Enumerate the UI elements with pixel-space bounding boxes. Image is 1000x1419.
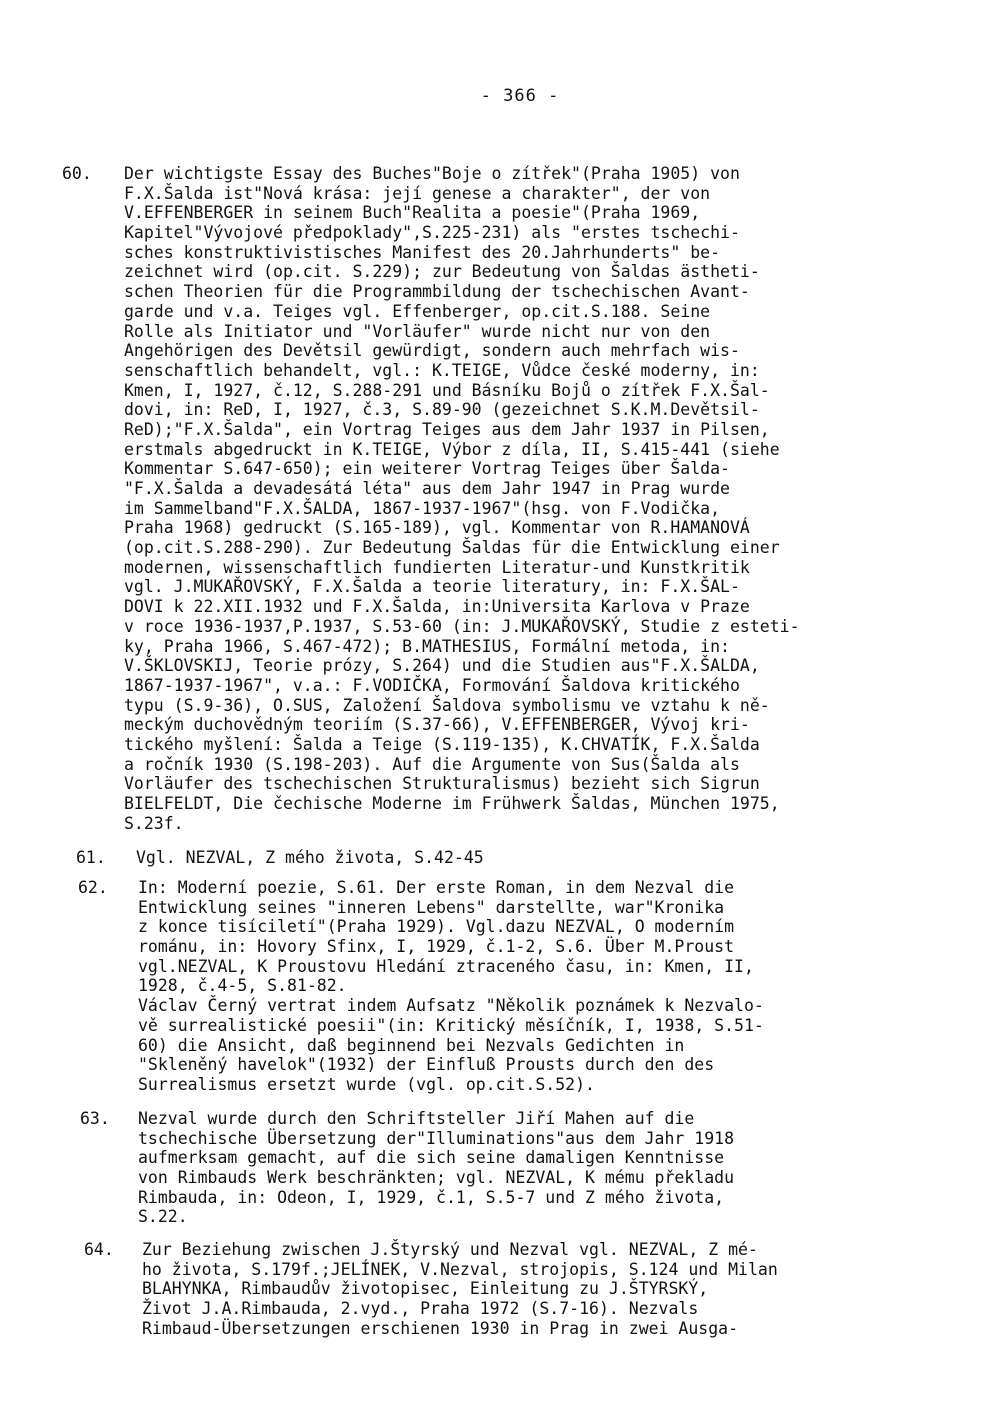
footnote-line: Der wichtigste Essay des Buches"Boje o zítřek"(Praha 1905) von bbox=[124, 164, 740, 183]
footnote-line: aufmerksam gemacht, auf die sich seine damaligen Kenntnisse bbox=[138, 1148, 725, 1168]
footnote-line: Praha 1968) gedruckt (S.165-189), vgl. Kommentar von R.HAMANOVÁ bbox=[124, 518, 750, 538]
footnote-line: vgl.NEZVAL, K Proustovu Hledání ztraceného času, in: Kmen, II, bbox=[138, 956, 754, 976]
footnote-text bbox=[142, 1240, 778, 1338]
footnote-line: S.22. bbox=[138, 1207, 188, 1227]
footnote-line: ho života, S.179f.;JELÍNEK, V.Nezval, strojopis, S.124 und Milan bbox=[142, 1259, 778, 1279]
footnote-line: a ročník 1930 (S.198-203). Auf die Argumente von Sus(Šalda als bbox=[124, 754, 740, 774]
footnote-line: Václav Černý vertrat indem Aufsatz "Několik poznámek k Nezvalo- bbox=[138, 996, 764, 1016]
footnote-line: Kmen, I, 1927, č.12, S.288-291 und Básníku Bojů o zítřek F.X.Šal- bbox=[124, 380, 770, 400]
footnote-line: tického myšlení: Šalda a Teige (S.119-135), K.CHVATÍK, F.X.Šalda bbox=[124, 734, 760, 754]
footnote-line: (op.cit.S.288-290). Zur Bedeutung Šaldas für die Entwicklung einer bbox=[124, 538, 780, 558]
footnote-line: tschechische Übersetzung der"Illuminations"aus dem Jahr 1918 bbox=[138, 1128, 735, 1148]
footnote-line: BLAHYNKA, Rimbaudův životopisec, Einleitung zu J.ŠTYRSKÝ, bbox=[142, 1279, 709, 1299]
footnote-line: Kapitel"Vývojové předpoklady",S.225-231) als "erstes tschechi- bbox=[124, 223, 740, 243]
footnote-line: Rimbaud-Übersetzungen erschienen 1930 in Prag in zwei Ausga- bbox=[142, 1318, 739, 1338]
footnote-line: dovi, in: ReD, I, 1927, č.3, S.89-90 (gezeichnet S.K.M.Devětsil- bbox=[124, 400, 760, 420]
footnote-number: 60. bbox=[62, 164, 92, 183]
footnote-line: F.X.Šalda ist"Nová krása: její genese a charakter", der von bbox=[124, 183, 711, 203]
footnote-text bbox=[124, 164, 800, 833]
footnote-line: Angehörigen des Devětsil gewürdigt, sondern auch mehrfach wis- bbox=[124, 341, 740, 361]
footnote-line: im Sammelband"F.X.ŠALDA, 1867-1937-1967"(hsg. von F.Vodička, bbox=[124, 498, 721, 518]
footnote-line: Surrealismus ersetzt wurde (vgl. op.cit.S.52). bbox=[138, 1074, 595, 1094]
footnote-line: von Rimbauds Werk beschränkten; vgl. NEZVAL, K mému překladu bbox=[138, 1168, 735, 1188]
footnote-line: Kommentar S.647-650); ein weiterer Vortrag Teiges über Šalda- bbox=[124, 459, 730, 479]
footnote-number: 64. bbox=[84, 1240, 114, 1259]
footnote-line: Vorläufer des tschechischen Strukturalismus) bezieht sich Sigrun bbox=[124, 774, 760, 794]
footnote-line: V.EFFENBERGER in seinem Buch"Realita a poesie"(Praha 1969, bbox=[124, 203, 701, 223]
footnote-line: zeichnet wird (op.cit. S.229); zur Bedeutung von Šaldas ästheti- bbox=[124, 262, 760, 282]
footnote-number: 62. bbox=[78, 878, 108, 897]
footnote-line: Rolle als Initiator und "Vorläufer" wurde nicht nur von den bbox=[124, 321, 711, 341]
footnote-line: S.23f. bbox=[124, 813, 184, 833]
footnote-60 bbox=[62, 164, 800, 833]
footnote-64 bbox=[84, 1240, 778, 1338]
footnote-line: Zur Beziehung zwischen J.Štyrský und Nezval vgl. NEZVAL, Z mé- bbox=[142, 1240, 758, 1259]
footnote-line: 60) die Ansicht, daß beginnend bei Nezvals Gedichten in bbox=[138, 1035, 685, 1055]
footnote-line: vgl. J.MUKAŘOVSKÝ, F.X.Šalda a teorie literatury, in: F.X.ŠAL- bbox=[124, 577, 740, 597]
footnote-line: Rimbauda, in: Odeon, I, 1929, č.1, S.5-7 und Z mého života, bbox=[138, 1187, 725, 1207]
footnote-text bbox=[138, 1109, 734, 1227]
footnote-number: 63. bbox=[80, 1109, 110, 1128]
footnote-line: Vgl. NEZVAL, Z mého života, S.42-45 bbox=[136, 848, 484, 867]
footnote-63 bbox=[80, 1109, 735, 1227]
footnote-line: "F.X.Šalda a devadesátá léta" aus dem Jahr 1947 in Prag wurde bbox=[124, 479, 730, 498]
footnote-line: schen Theorien für die Programmbildung der tschechischen Avant- bbox=[124, 282, 750, 302]
footnote-line: Život J.A.Rimbauda, 2.vyd., Praha 1972 (S.7-16). Nezvals bbox=[142, 1299, 699, 1319]
footnote-62 bbox=[78, 878, 764, 1094]
footnote-line: v roce 1936-1937,P.1937, S.53-60 (in: J.MUKAŘOVSKÝ, Studie z esteti- bbox=[124, 616, 800, 636]
footnote-line: modernen, wissenschaftlich fundierten Literatur-und Kunstkritik bbox=[124, 557, 750, 577]
footnote-text bbox=[136, 848, 484, 868]
footnote-line: ky, Praha 1966, S.467-472); B.MATHESIUS, Formální metoda, in: bbox=[124, 636, 730, 656]
footnote-line: garde und v.a. Teiges vgl. Effenberger, op.cit.S.188. Seine bbox=[124, 301, 711, 321]
footnote-line: BIELFELDT, Die čechische Moderne im Frühwerk Šaldas, München 1975, bbox=[124, 794, 780, 813]
footnote-line: vě surrealistické poesii"(in: Kritický měsíčník, I, 1938, S.51- bbox=[138, 1015, 764, 1035]
footnote-line: typu (S.9-36), O.SUS, Založení Šaldova symbolismu ve vztahu k ně- bbox=[124, 695, 770, 715]
footnote-line: DOVI k 22.XII.1932 und F.X.Šalda, in:Universita Karlova v Praze bbox=[124, 597, 750, 617]
footnote-line: senschaftlich behandelt, vgl.: K.TEIGE, Vůdce české moderny, in: bbox=[124, 360, 760, 380]
footnote-text bbox=[138, 878, 764, 1095]
footnote-line: V.ŠKLOVSKIJ, Teorie prózy, S.264) und die Studien aus"F.X.ŠALDA, bbox=[124, 656, 760, 676]
footnote-line: 1928, č.4-5, S.81-82. bbox=[138, 976, 347, 996]
footnote-line: meckým duchovědným teoriím (S.37-66), V.EFFENBERGER, Vývoj kri- bbox=[124, 715, 750, 735]
footnote-line: ReD);"F.X.Šalda", ein Vortrag Teiges aus dem Jahr 1937 in Pilsen, bbox=[124, 419, 770, 439]
footnote-line: Nezval wurde durch den Schriftsteller Jiří Mahen auf die bbox=[138, 1109, 695, 1128]
footnote-line: Entwicklung seines "inneren Lebens" darstellte, war"Kronika bbox=[138, 897, 725, 917]
footnote-line: In: Moderní poezie, S.61. Der erste Roman, in dem Nezval die bbox=[138, 878, 735, 897]
footnote-line: z konce tisíciletí"(Praha 1929). Vgl.dazu NEZVAL, O moderním bbox=[138, 917, 735, 937]
footnote-line: "Skleněný havelok"(1932) der Einfluß Prousts durch den des bbox=[138, 1055, 715, 1075]
footnote-line: 1867-1937-1967", v.a.: F.VODIČKA, Formování Šaldova kritického bbox=[124, 675, 740, 695]
page-number: - 366 - bbox=[480, 86, 560, 106]
footnote-line: sches konstruktivistisches Manifest des 20.Jahrhunderts" be- bbox=[124, 242, 721, 262]
footnote-number: 61. bbox=[76, 848, 106, 867]
footnote-line: erstmals abgedruckt in K.TEIGE, Výbor z díla, II, S.415-441 (siehe bbox=[124, 439, 780, 459]
footnote-line: románu, in: Hovory Sfinx, I, 1929, č.1-2, S.6. Über M.Proust bbox=[138, 937, 735, 957]
